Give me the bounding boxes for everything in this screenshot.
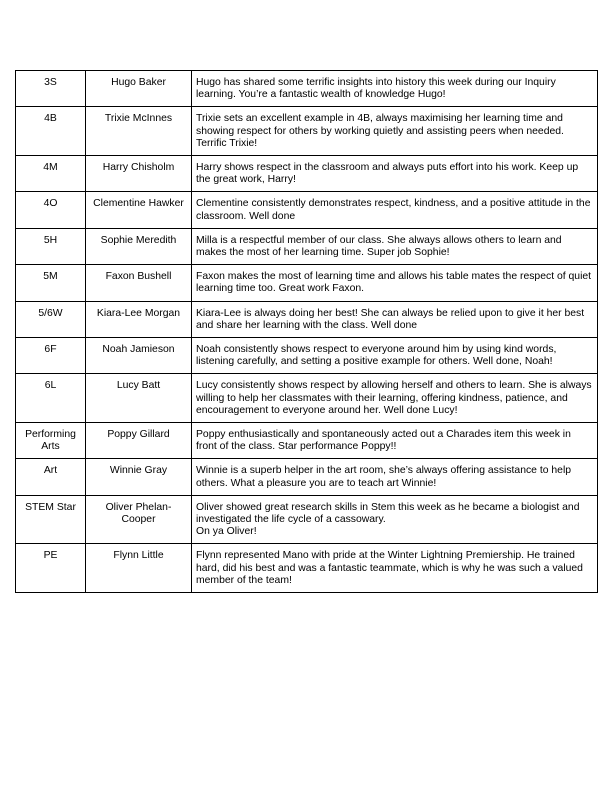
class-cell: 4O — [16, 192, 86, 228]
table-row — [16, 459, 598, 495]
class-cell: Performing Arts — [16, 423, 86, 459]
student-name-cell: Winnie Gray — [86, 459, 192, 495]
table-row — [16, 228, 598, 264]
award-comment-cell: Trixie sets an excellent example in 4B, always maximising her learning time and showing respect for others by working quietly and assisting peers when needed. Terrific Trixie! — [192, 107, 598, 156]
student-name-cell: Flynn Little — [86, 544, 192, 593]
class-cell: STEM Star — [16, 495, 86, 544]
class-cell: 4B — [16, 107, 86, 156]
table-row — [16, 338, 598, 374]
student-name-cell: Lucy Batt — [86, 374, 192, 423]
student-awards-table — [15, 70, 598, 593]
award-comment-cell: Flynn represented Mano with pride at the Winter Lightning Premiership. He trained hard, did his best and was a fantastic teammate, which is why he was such a valued member of the team! — [192, 544, 598, 593]
table-row — [16, 374, 598, 423]
student-name-cell: Sophie Meredith — [86, 228, 192, 264]
award-comment-cell: Poppy enthusiastically and spontaneously acted out a Charades item this week in front of the class. Star performance Poppy!! — [192, 423, 598, 459]
awards-table-body — [16, 71, 598, 593]
class-cell: 5M — [16, 265, 86, 301]
table-row — [16, 423, 598, 459]
award-comment-cell: Lucy consistently shows respect by allowing herself and others to learn. She is always willing to help her classmates with their learning, offering kindness, patience, and encouragement to everyone around her. Well done Lucy! — [192, 374, 598, 423]
class-cell: 3S — [16, 71, 86, 107]
student-name-cell: Clementine Hawker — [86, 192, 192, 228]
table-row — [16, 544, 598, 593]
table-row — [16, 192, 598, 228]
student-name-cell: Faxon Bushell — [86, 265, 192, 301]
table-row — [16, 301, 598, 337]
class-cell: 5/6W — [16, 301, 86, 337]
award-comment-cell: Clementine consistently demonstrates respect, kindness, and a positive attitude in the classroom. Well done — [192, 192, 598, 228]
student-name-cell: Poppy Gillard — [86, 423, 192, 459]
student-name-cell: Trixie McInnes — [86, 107, 192, 156]
table-row — [16, 71, 598, 107]
award-comment-cell: Kiara-Lee is always doing her best! She can always be relied upon to give it her best and share her learning with the class. Well done — [192, 301, 598, 337]
class-cell: Art — [16, 459, 86, 495]
award-comment-cell: Oliver showed great research skills in Stem this week as he became a biologist and investigated the life cycle of a cassowary. On ya Oliver! — [192, 495, 598, 544]
student-name-cell: Harry Chisholm — [86, 156, 192, 192]
class-cell: 5H — [16, 228, 86, 264]
table-row — [16, 265, 598, 301]
class-cell: 6F — [16, 338, 86, 374]
class-cell: 4M — [16, 156, 86, 192]
class-cell: PE — [16, 544, 86, 593]
award-comment-cell: Milla is a respectful member of our class. She always allows others to learn and makes the most of her learning time. Super job Sophie! — [192, 228, 598, 264]
award-comment-cell: Faxon makes the most of learning time and allows his table mates the respect of quiet learning time too. Great work Faxon. — [192, 265, 598, 301]
class-cell: 6L — [16, 374, 86, 423]
student-name-cell: Kiara-Lee Morgan — [86, 301, 192, 337]
table-row — [16, 107, 598, 156]
award-comment-cell: Winnie is a superb helper in the art room, she’s always offering assistance to help others. What a pleasure you are to teach art Winnie! — [192, 459, 598, 495]
table-row — [16, 156, 598, 192]
table-row — [16, 495, 598, 544]
award-comment-cell: Noah consistently shows respect to everyone around him by using kind words, listening carefully, and setting a positive example for others. Well done, Noah! — [192, 338, 598, 374]
student-name-cell: Noah Jamieson — [86, 338, 192, 374]
award-comment-cell: Hugo has shared some terrific insights into history this week during our Inquiry learning. You’re a fantastic wealth of knowledge Hugo! — [192, 71, 598, 107]
student-name-cell: Hugo Baker — [86, 71, 192, 107]
award-comment-cell: Harry shows respect in the classroom and always puts effort into his work. Keep up the great work, Harry! — [192, 156, 598, 192]
student-name-cell: Oliver Phelan-Cooper — [86, 495, 192, 544]
